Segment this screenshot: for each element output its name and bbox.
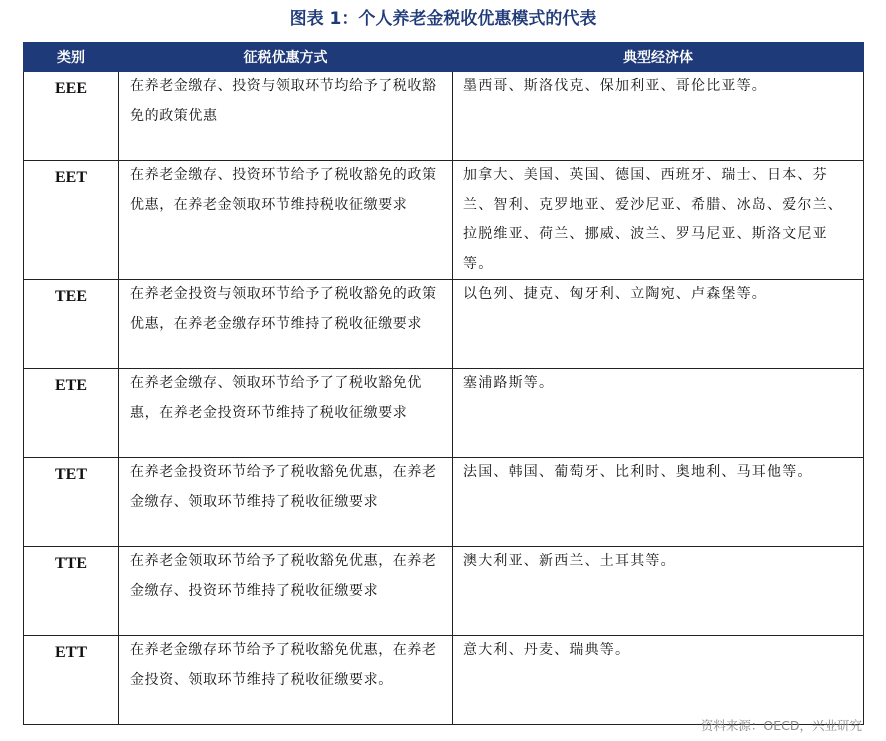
table-row: [24, 547, 864, 636]
economies-cell: 澳大利亚、新西兰、土耳其等。: [453, 547, 864, 636]
table-header-row: [24, 43, 864, 72]
table-row: [24, 280, 864, 369]
method-cell: 在养老金缴存、领取环节给予了了税收豁免优惠，在养老金投资环节维持了税收征缴要求: [119, 369, 453, 458]
economies-cell: 意大利、丹麦、瑞典等。: [453, 636, 864, 725]
economies-cell: 塞浦路斯等。: [453, 369, 864, 458]
method-cell: 在养老金缴存环节给予了税收豁免优惠，在养老金投资、领取环节维持了税收征缴要求。: [119, 636, 453, 725]
category-cell: ETT: [24, 636, 119, 725]
economies-cell: 墨西哥、斯洛伐克、保加利亚、哥伦比亚等。: [453, 72, 864, 161]
table-row: [24, 458, 864, 547]
category-cell: TET: [24, 458, 119, 547]
tax-incentive-table: [23, 42, 864, 725]
category-cell: ETE: [24, 369, 119, 458]
method-cell: 在养老金领取环节给予了税收豁免优惠，在养老金缴存、投资环节维持了税收征缴要求: [119, 547, 453, 636]
table-row: [24, 636, 864, 725]
method-cell: 在养老金缴存、投资环节给予了税收豁免的政策优惠，在养老金领取环节维持税收征缴要求: [119, 161, 453, 280]
table-row: [24, 161, 864, 280]
figure-title: 图表 1：个人养老金税收优惠模式的代表: [289, 9, 597, 29]
category-cell: TTE: [24, 547, 119, 636]
category-cell: TEE: [24, 280, 119, 369]
table-row: [24, 369, 864, 458]
category-cell: EET: [24, 161, 119, 280]
economies-cell: 法国、韩国、葡萄牙、比利时、奥地利、马耳他等。: [453, 458, 864, 547]
method-cell: 在养老金投资环节给予了税收豁免优惠，在养老金缴存、领取环节维持了税收征缴要求: [119, 458, 453, 547]
method-cell: 在养老金投资与领取环节给予了税收豁免的政策优惠，在养老金缴存环节维持了税收征缴要求: [119, 280, 453, 369]
method-cell: 在养老金缴存、投资与领取环节均给予了税收豁免的政策优惠: [119, 72, 453, 161]
source-note: 资料来源：OECD，兴业研究: [700, 718, 862, 733]
header-method: 征税优惠方式: [119, 43, 453, 72]
header-economies: 典型经济体: [453, 43, 864, 72]
header-category: 类别: [24, 43, 119, 72]
economies-cell: 加拿大、美国、英国、德国、西班牙、瑞士、日本、芬兰、智利、克罗地亚、爱沙尼亚、希腊、冰岛、爱尔兰、拉脱维亚、荷兰、挪威、波兰、罗马尼亚、斯洛文尼亚等。: [453, 161, 864, 280]
table-row: [24, 72, 864, 161]
economies-cell: 以色列、捷克、匈牙利、立陶宛、卢森堡等。: [453, 280, 864, 369]
category-cell: EEE: [24, 72, 119, 161]
